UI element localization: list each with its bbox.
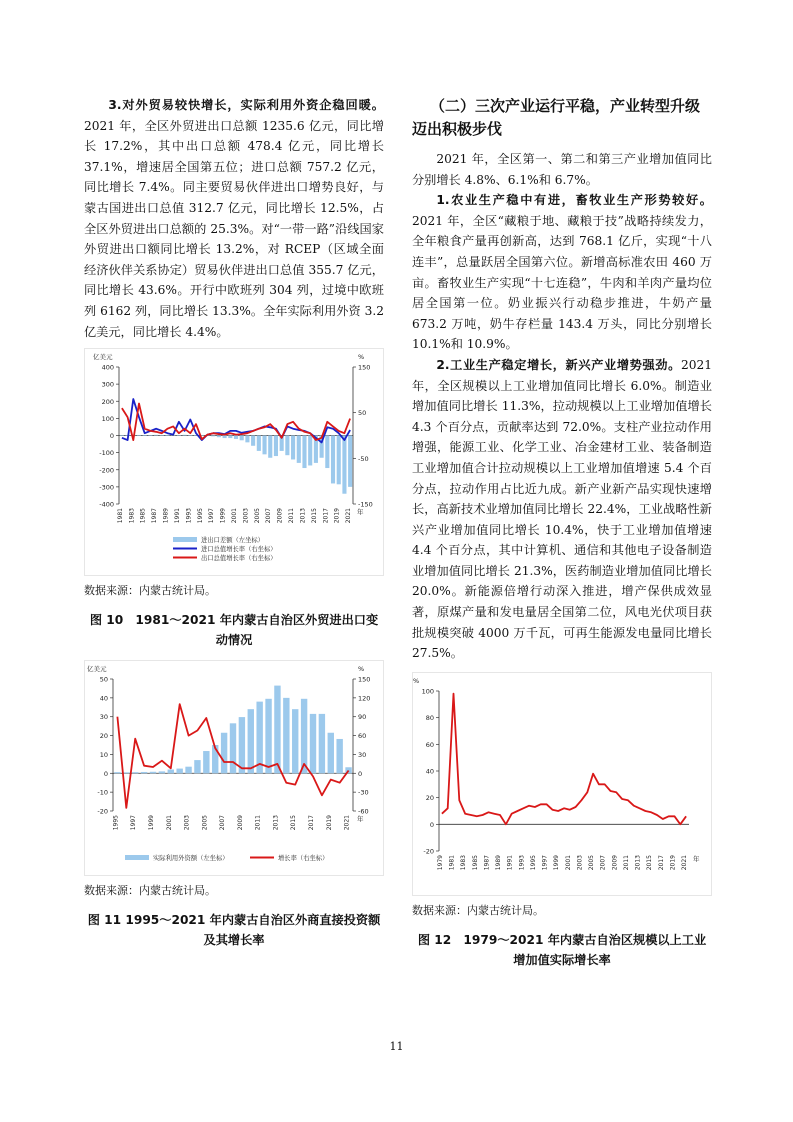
x-tick-label: 2007: [219, 815, 227, 831]
x-tick-label: 2021: [345, 508, 353, 524]
y-tick-label-left: -200: [99, 466, 114, 475]
x-tick-label: 1985: [471, 854, 479, 871]
x-tick-label: 2001: [564, 854, 572, 871]
bar: [325, 436, 329, 469]
bar: [248, 709, 254, 773]
figure-10-caption: 图 10 1981～2021 年内蒙古自治区外贸进出口变动情况: [89, 613, 379, 648]
bar: [342, 436, 346, 494]
y-tick-label-right: 120: [358, 694, 371, 703]
y-tick-label-left: 400: [101, 363, 114, 372]
x-tick-label: 1993: [518, 854, 526, 871]
bar: [331, 436, 335, 484]
bar: [234, 436, 238, 439]
y-tick-label-left: 40: [99, 694, 108, 703]
left-axis-unit: %: [413, 676, 420, 685]
y-tick-label-right: -150: [358, 500, 373, 509]
x-tick-label: 1985: [139, 508, 147, 524]
x-tick-label: 1987: [151, 508, 159, 524]
bar: [141, 772, 147, 773]
y-tick-label-left: -20: [423, 847, 434, 856]
y-tick-label-left: 80: [425, 714, 434, 723]
bar: [239, 717, 245, 773]
y-tick-label-left: 50: [99, 675, 108, 684]
figure-11-caption: 图 11 1995～2021 年内蒙古自治区外商直接投资额及其增长率: [87, 913, 381, 948]
legend-label: 进口总值增长率（右坐标）: [201, 546, 277, 554]
x-tick-label: 2011: [288, 508, 296, 524]
page-number: 11: [389, 1040, 404, 1053]
x-tick-label: 2005: [588, 854, 596, 871]
bar: [114, 772, 120, 773]
figure-11-source: 数据来源：内蒙古统计局。: [84, 884, 216, 898]
y-tick-label-left: 40: [425, 767, 434, 776]
bar: [245, 436, 249, 443]
bar: [154, 435, 158, 436]
bar: [221, 733, 227, 774]
y-tick-label-right: -60: [358, 807, 369, 816]
y-tick-label-left: 0: [429, 820, 434, 829]
bar: [203, 751, 209, 773]
y-tick-label-right: 90: [358, 713, 367, 722]
bar: [150, 772, 156, 774]
bar: [165, 435, 169, 436]
legend-swatch: [173, 537, 197, 542]
bar: [217, 436, 221, 438]
left-axis-unit: 亿美元: [87, 665, 107, 674]
x-tick-label: 1995: [112, 815, 120, 831]
bar: [177, 435, 181, 436]
bar: [143, 435, 147, 436]
x-tick-label: 1997: [130, 815, 138, 831]
bar: [176, 769, 182, 774]
series-line: [122, 404, 350, 441]
y-tick-label-right: 150: [358, 363, 371, 372]
paragraph-industry: [412, 355, 712, 664]
paragraph-body: 2021 年，全区“藏粮于地、藏粮于技”战略持续发力，全年粮食产量再创新高，达到 768.1 亿斤，实现“十八连丰”，总量跃居全国第六位。新增高标准农田 460 万亩。畜牧业生产实现“十七连稳”，牛肉和羊肉产量均位居全国第一位。奶业振兴行动稳步推进，牛奶产量 673.2 万吨，奶牛存栏量 143.4 万头，同比分别增长 10.1%和 10.9%。: [412, 213, 712, 352]
bar: [274, 436, 278, 457]
y-tick-label-right: -50: [358, 454, 369, 463]
y-tick-label-left: -100: [99, 449, 114, 458]
bar: [291, 436, 295, 460]
bar: [194, 760, 200, 773]
bar: [168, 770, 174, 774]
bar: [240, 436, 244, 441]
x-tick-label: 1991: [173, 508, 181, 524]
y-tick-label-left: 0: [109, 432, 114, 441]
bar: [123, 772, 129, 773]
bar: [319, 714, 325, 773]
x-tick-label: 1983: [460, 854, 468, 871]
bar: [328, 733, 334, 774]
bar: [228, 436, 232, 439]
x-tick-label: 1997: [541, 854, 549, 871]
y-tick-label-right: 60: [358, 732, 367, 741]
figure-12-source: 数据来源：内蒙古统计局。: [412, 903, 544, 917]
x-tick-label: 2007: [265, 508, 273, 524]
x-tick-label: 2003: [576, 854, 584, 871]
x-tick-label: 1995: [529, 854, 537, 871]
x-tick-label: 1991: [506, 854, 514, 871]
y-tick-label-left: -400: [99, 500, 114, 509]
x-tick-label: 1979: [436, 854, 444, 871]
figure-10-source: 数据来源：内蒙古统计局。: [84, 584, 216, 598]
paragraph-lead: 1.农业生产稳中有进，畜牧业生产形势较好。: [436, 193, 712, 208]
figure-11-chart: [84, 660, 384, 876]
bar: [336, 739, 342, 773]
bar: [160, 435, 164, 436]
y-tick-label-left: 20: [99, 732, 108, 741]
y-tick-label-left: -10: [97, 788, 108, 797]
x-tick-label: 2013: [634, 854, 642, 871]
x-tick-label: 2011: [622, 854, 630, 871]
x-tick-label: 1981: [116, 508, 124, 524]
x-tick-label: 1997: [208, 508, 216, 524]
x-tick-label: 2001: [231, 508, 238, 524]
x-tick-label: 1989: [162, 508, 170, 524]
paragraph-lead: 2.工业生产稳定增长，新兴产业增势强劲。: [436, 357, 681, 372]
x-tick-label: 2015: [310, 508, 318, 524]
paragraph-agriculture: [412, 190, 712, 355]
x-tick-label: 2009: [611, 854, 619, 871]
x-tick-label: 2019: [669, 854, 677, 871]
legend-swatch: [125, 855, 149, 860]
legend-label: 实际利用外资额（左坐标）: [153, 855, 229, 863]
x-tick-label: 1987: [483, 854, 491, 871]
legend-label: 出口总值增长率（右坐标）: [201, 555, 277, 563]
y-tick-label-left: 20: [425, 794, 434, 803]
bar: [337, 436, 341, 485]
bar: [262, 436, 266, 455]
paragraph-trade: [84, 95, 384, 342]
bar: [348, 436, 352, 487]
y-tick-label-left: 200: [101, 397, 114, 406]
y-tick-label-right: -30: [358, 788, 369, 797]
bar: [268, 436, 272, 458]
bar: [148, 435, 152, 436]
bar: [283, 698, 289, 773]
y-tick-label-left: 60: [425, 740, 434, 749]
x-tick-label: 2009: [276, 508, 284, 524]
x-tick-label: 2021: [343, 815, 351, 831]
y-tick-label-left: 300: [101, 380, 114, 389]
y-tick-label-left: -300: [99, 483, 114, 492]
x-tick-label: 2003: [242, 508, 250, 524]
x-tick-label: 2019: [333, 508, 341, 524]
right-axis-unit: %: [358, 665, 365, 674]
y-tick-label-right: 0: [358, 769, 363, 778]
left-axis-unit: 亿美元: [93, 353, 113, 362]
bar: [308, 436, 312, 466]
x-tick-label: 1999: [148, 815, 155, 831]
bar: [301, 699, 307, 773]
left-column: [84, 95, 384, 950]
bar: [211, 436, 215, 437]
x-tick-label: 2013: [272, 815, 280, 831]
bar: [310, 714, 316, 773]
series-line: [442, 694, 686, 825]
bar: [159, 772, 165, 774]
y-tick-label-right: 50: [358, 409, 367, 418]
x-tick-label: 2005: [201, 815, 209, 831]
bar: [274, 686, 280, 774]
x-tick-label: 1999: [553, 854, 561, 871]
x-tick-label: 2019: [325, 815, 333, 831]
y-tick-label-left: 100: [421, 687, 434, 696]
bar: [137, 435, 141, 436]
bar: [183, 435, 187, 436]
x-tick-label: 2017: [322, 508, 330, 524]
bar: [297, 436, 301, 463]
paragraph-lead: 3.对外贸易较快增长，实际利用外资企稳回暖。: [108, 98, 384, 112]
y-tick-label-left: 10: [99, 751, 108, 760]
x-axis-unit: 年: [357, 815, 364, 824]
y-tick-label-right: 150: [358, 675, 371, 684]
bar: [120, 435, 124, 436]
bar: [265, 699, 271, 773]
bar: [256, 702, 262, 774]
bar: [223, 436, 227, 439]
x-axis-unit: 年: [357, 508, 364, 517]
y-tick-label-left: 0: [103, 769, 108, 778]
figure-12-chart: [412, 672, 712, 896]
x-tick-label: 2009: [236, 815, 244, 831]
y-tick-label-left: 100: [101, 415, 114, 423]
x-tick-label: 2001: [165, 815, 173, 831]
x-tick-label: 2021: [681, 854, 689, 871]
bar: [302, 436, 306, 469]
legend-label: 增长率（右坐标）: [278, 855, 329, 863]
x-tick-label: 2005: [253, 508, 261, 524]
x-tick-label: 2015: [290, 815, 298, 831]
right-column: [412, 95, 712, 970]
y-tick-label-right: 30: [358, 751, 367, 760]
legend-label: 进出口差额（左坐标）: [201, 537, 264, 545]
y-tick-label-left: -20: [97, 807, 108, 816]
y-tick-label-left: 30: [99, 713, 108, 722]
x-tick-label: 2017: [657, 854, 665, 871]
x-axis-unit: 年: [693, 854, 700, 863]
figure-12-caption: 图 12 1979～2021 年内蒙古自治区规模以上工业增加值实际增长率: [417, 932, 707, 967]
bar: [251, 436, 255, 446]
bar: [292, 709, 298, 773]
x-tick-label: 1981: [448, 854, 456, 871]
x-tick-label: 2015: [646, 854, 654, 871]
x-tick-label: 2017: [308, 815, 315, 831]
x-tick-label: 1989: [495, 854, 503, 871]
x-tick-label: 2013: [299, 508, 307, 524]
x-tick-label: 1983: [128, 508, 136, 524]
x-tick-label: 1999: [219, 508, 227, 524]
bar: [185, 767, 191, 774]
right-axis-unit: %: [358, 353, 365, 362]
x-tick-label: 2011: [254, 815, 262, 831]
x-tick-label: 2003: [183, 815, 191, 831]
x-tick-label: 1993: [185, 508, 193, 524]
figure-10-chart: [84, 348, 384, 576]
bar: [188, 435, 192, 436]
paragraph-body: 2021 年，全区外贸进出口总额 1235.6 亿元，同比增长 17.2%，其中出口总额 478.4 亿元，同比增长 37.1%，增速居全国第五位；进口总额 757.2 亿元，同比增长 7.4%。同主要贸易伙伴进出口增势良好，与蒙古国进出口总值 312.7 亿元，同比增长 12.5%，占全区外贸进出口总额的 25.3%。对“一带一路”沿线国家外贸进出口额同比增长 13.2%，对 RCEP（区域全面经济伙伴关系协定）贸易伙伴进出口总值 355.7 亿元，同比增长 43.6%。开行中欧班列 304 列，过境中欧班列 6162 列，同比增长 13.3%。全年实际利用外资 3.2 亿美元，同比增长 4.4%。: [84, 118, 384, 339]
bar: [132, 772, 138, 773]
bar: [285, 436, 289, 456]
section-title: （二）三次产业运行平稳，产业转型升级迈出积极步伐: [412, 97, 701, 138]
x-tick-label: 2007: [599, 854, 607, 871]
paragraph-body: 2021 年，全区规模以上工业增加值同比增长 6.0%。制造业增加值同比增长 11.3%，拉动规模以上工业增加值增长 4.3 个百分点，贡献率达到 72.0%。支柱产业拉动作用增强，能源工业、化学工业、冶金建材工业、装备制造工业增加值合计拉动规模以上工业增加值增速 5.4 个百分点，拉动作用占比近九成。新产业新产品实现快速增长，高新技术业增加值同比增长 22.4%，工业战略性新兴产业增加值同比增长 10.4%，快于工业增加值增速 4.4 个百分点，其中计算机、通信和其他电子设备制造业增加值同比增长 21.3%，医药制造业增加值同比增长 20.0%。新能源倍增行动深入推进，增产保供成效显著，原煤产量和发电量居全国第二位，风电光伏项目获批规模突破 4000 万千瓦，可再生能源发电量同比增长 27.5%。: [412, 357, 712, 661]
bar: [230, 723, 236, 773]
paragraph-intro: 2021 年，全区第一、第二和第三产业增加值同比分别增长 4.8%、6.1%和 6.7%。: [412, 152, 712, 187]
bar: [257, 436, 261, 451]
x-tick-label: 1995: [196, 508, 204, 524]
